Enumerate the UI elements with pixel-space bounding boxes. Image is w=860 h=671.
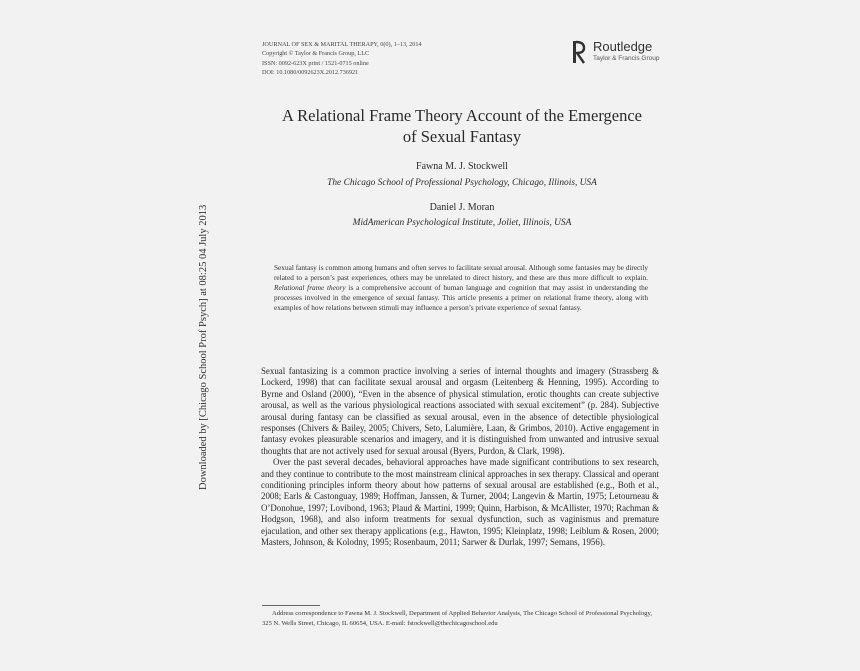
article-body	[261, 366, 659, 549]
correspondence-footnote: Address correspondence to Fawna M. J. Stockwell, Department of Applied Behavior Analysis, The Chicago School of Professional Psychology, 325 N. Wells Street, Chicago, IL 60654, USA. E-mail: fstockwell@thechicagoschool.edu	[262, 610, 652, 627]
article-title-line: A Relational Frame Theory Account of the Emergence	[282, 106, 642, 125]
journal-metadata	[262, 40, 422, 78]
abstract-text: Sexual fantasy is common among humans and often serves to facilitate sexual arousal. Although some fantasies may be directly related to a person’s past experiences, others may be unrelated to direct history, and these are thus more difficult to explain.	[274, 263, 648, 282]
author-affiliation: MidAmerican Psychological Institute, Joliet, Illinois, USA	[352, 218, 572, 228]
author-name: Daniel J. Moran	[429, 202, 495, 213]
publisher-name: Routledge	[593, 39, 653, 54]
body-paragraph: Over the past several decades, behavioral approaches have made significant contributions to sex research, and they continue to contribute to the most mainstream clinical approaches in sex therapy. Classical and operant conditioning principles inform theory about how patterns of sexual arousal are established (e.g., Both et al., 2008; Earls & Castonguay, 1989; Hoffman, Janssen, & Turner, 2004; Langevin & Martin, 1975; Letourneau & O’Donohue, 1997; Lovibond, 1963; Plaud & Martini, 1999; Quinn, Harbison, & McAllister, 1970; Rachman & Hodgson, 1968), and also inform treatments for sexual dysfunction, such as vaginismus and premature ejaculation, and other sex therapy applications (e.g., Hawton, 1995; Kleinplatz, 1998; Leiblum & Rosen, 2000; Masters, Johnson, & Kolodny, 1995; Rosenbaum, 2011; Sarwer & Durlak, 1997; Semans, 1956).	[261, 457, 659, 548]
author-name: Fawna M. J. Stockwell	[416, 161, 508, 172]
footnote-divider	[262, 605, 320, 606]
abstract	[274, 263, 648, 313]
download-watermark: Downloaded by [Chicago School Prof Psych] at 08:25 04 July 2013	[198, 204, 209, 490]
routledge-icon	[571, 40, 587, 64]
journal-citation: JOURNAL OF SEX & MARITAL THERAPY, 0(0), 1–13, 2014	[262, 41, 422, 48]
abstract-emphasis: Relational frame theory	[274, 283, 346, 292]
copyright-line: Copyright © Taylor & Francis Group, LLC	[262, 50, 370, 58]
author-affiliation: The Chicago School of Professional Psychology, Chicago, Illinois, USA	[327, 178, 597, 188]
article-title	[262, 105, 662, 147]
article-title-line: of Sexual Fantasy	[402, 127, 522, 146]
abstract-text: is a comprehensive account of human language and cognition that may assist in understanding the processes involved in the emergence of sexual fantasy. This article presents a primer on relational frame theory, along with examples of how relations between stimuli may influence a person’s private experience of sexual fantasy.	[274, 283, 648, 312]
issn-line: ISSN: 0092-623X print / 1521-0715 online	[262, 59, 369, 67]
publisher-logo	[571, 40, 659, 64]
body-paragraph: Sexual fantasizing is a common practice involving a series of internal thoughts and imagery (Strassberg & Lockerd, 1998) that can facilitate sexual arousal and orgasm (Leitenberg & Henning, 1995). According to Byrne and Osland (2000), “Even in the absence of physical stimulation, erotic thoughts can create subjective arousal, as well as the various physiological reactions associated with sexual excitement” (p. 284). Subjective arousal during fantasy can be classified as sexual arousal, even in the absence of detectible physiological responses (Chivers & Bailey, 2005; Chivers, Seto, Lalumière, Laan, & Grimbos, 2010). Active engagement in fantasy evokes pleasurable scenarios and imagery, and it is distinguished from unwanted and intrusive sexual thoughts that are not actively used for sexual arousal (Byers, Purdon, & Clark, 1998).	[261, 366, 659, 456]
publisher-subtitle: Taylor & Francis Group	[593, 55, 660, 62]
doi-line: DOI: 10.1080/0092623X.2012.736921	[262, 69, 359, 77]
